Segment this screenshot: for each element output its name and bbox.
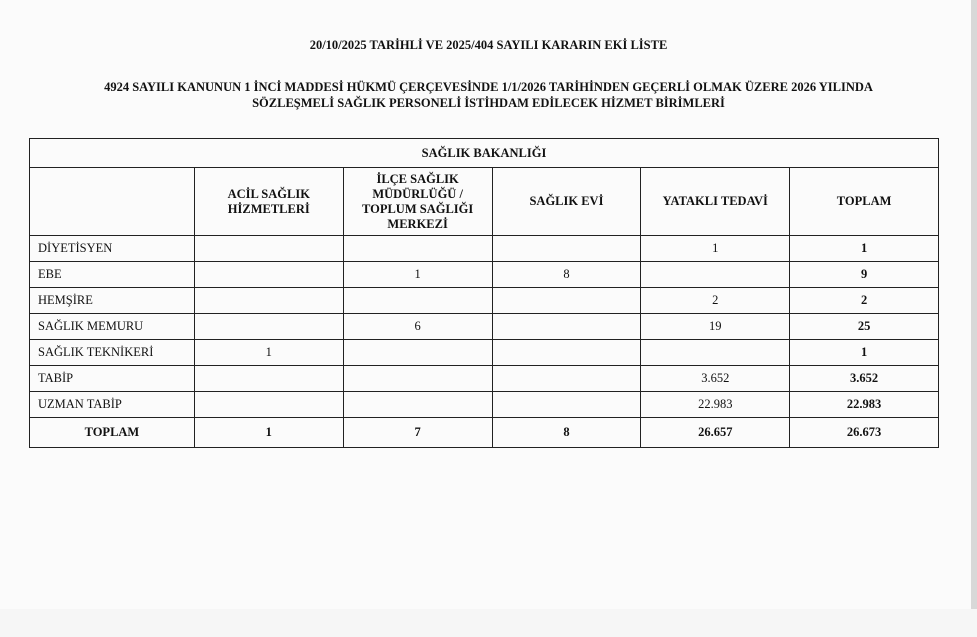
cell-ilce: 1 bbox=[343, 262, 492, 288]
total-toplam: 26.673 bbox=[790, 418, 939, 448]
personnel-table bbox=[29, 138, 939, 448]
cell-yatakli: 3.652 bbox=[641, 366, 790, 392]
cell-ilce: 6 bbox=[343, 314, 492, 340]
cell-saglik-evi bbox=[492, 340, 641, 366]
cell-toplam: 1 bbox=[790, 236, 939, 262]
cell-ilce bbox=[343, 366, 492, 392]
cell-ilce bbox=[343, 236, 492, 262]
row-label: UZMAN TABİP bbox=[30, 392, 195, 418]
cell-saglik-evi bbox=[492, 392, 641, 418]
total-ilce: 7 bbox=[343, 418, 492, 448]
subtitle-line-1: 4924 SAYILI KANUNUN 1 İNCİ MADDESİ HÜKMÜ ÇERÇEVESİNDE 1/1/2026 TARİHİNDEN GEÇERLİ OLMAK ÜZERE 2026 YILINDA bbox=[104, 80, 873, 94]
cell-toplam: 2 bbox=[790, 288, 939, 314]
cell-toplam: 1 bbox=[790, 340, 939, 366]
column-header-saglik-evi: SAĞLIK EVİ bbox=[492, 168, 641, 236]
column-header-yatakli: YATAKLI TEDAVİ bbox=[641, 168, 790, 236]
cell-ilce bbox=[343, 392, 492, 418]
document-subtitle bbox=[60, 79, 917, 111]
cell-yatakli: 19 bbox=[641, 314, 790, 340]
table-row bbox=[30, 288, 939, 314]
row-label: TABİP bbox=[30, 366, 195, 392]
page-edge-right bbox=[971, 0, 977, 637]
table-row bbox=[30, 392, 939, 418]
total-label: TOPLAM bbox=[30, 418, 195, 448]
table-row bbox=[30, 262, 939, 288]
total-row bbox=[30, 418, 939, 448]
total-yatakli: 26.657 bbox=[641, 418, 790, 448]
organization-row bbox=[30, 139, 939, 168]
column-header-ilce: İLÇE SAĞLIK MÜDÜRLÜĞÜ / TOPLUM SAĞLIĞI MERKEZİ bbox=[343, 168, 492, 236]
cell-toplam: 25 bbox=[790, 314, 939, 340]
cell-toplam: 22.983 bbox=[790, 392, 939, 418]
row-label: DİYETİSYEN bbox=[30, 236, 195, 262]
cell-acil: 1 bbox=[194, 340, 343, 366]
cell-ilce bbox=[343, 288, 492, 314]
cell-yatakli: 2 bbox=[641, 288, 790, 314]
column-header-acil: ACİL SAĞLIK HİZMETLERİ bbox=[194, 168, 343, 236]
cell-saglik-evi bbox=[492, 236, 641, 262]
table-row bbox=[30, 314, 939, 340]
cell-acil bbox=[194, 366, 343, 392]
cell-saglik-evi bbox=[492, 288, 641, 314]
table-row bbox=[30, 236, 939, 262]
table-row bbox=[30, 366, 939, 392]
cell-acil bbox=[194, 288, 343, 314]
cell-toplam: 9 bbox=[790, 262, 939, 288]
cell-yatakli: 22.983 bbox=[641, 392, 790, 418]
cell-yatakli bbox=[641, 340, 790, 366]
cell-saglik-evi: 8 bbox=[492, 262, 641, 288]
total-acil: 1 bbox=[194, 418, 343, 448]
cell-toplam: 3.652 bbox=[790, 366, 939, 392]
cell-acil bbox=[194, 314, 343, 340]
cell-yatakli bbox=[641, 262, 790, 288]
row-label: SAĞLIK MEMURU bbox=[30, 314, 195, 340]
column-header-toplam: TOPLAM bbox=[790, 168, 939, 236]
document-title: 20/10/2025 TARİHLİ VE 2025/404 SAYILI KARARIN EKİ LİSTE bbox=[309, 38, 668, 52]
organization-header: SAĞLIK BAKANLIĞI bbox=[30, 139, 939, 168]
page-edge-bottom bbox=[0, 609, 977, 637]
table-row bbox=[30, 340, 939, 366]
cell-saglik-evi bbox=[492, 314, 641, 340]
cell-yatakli: 1 bbox=[641, 236, 790, 262]
subtitle-line-2: SÖZLEŞMELİ SAĞLIK PERSONELİ İSTİHDAM EDİLECEK HİZMET BİRİMLERİ bbox=[252, 96, 725, 110]
column-header-empty bbox=[30, 168, 195, 236]
column-header-row bbox=[30, 168, 939, 236]
row-label: SAĞLIK TEKNİKERİ bbox=[30, 340, 195, 366]
cell-saglik-evi bbox=[492, 366, 641, 392]
row-label: EBE bbox=[30, 262, 195, 288]
cell-acil bbox=[194, 392, 343, 418]
row-label: HEMŞİRE bbox=[30, 288, 195, 314]
total-saglik-evi: 8 bbox=[492, 418, 641, 448]
cell-acil bbox=[194, 236, 343, 262]
cell-acil bbox=[194, 262, 343, 288]
cell-ilce bbox=[343, 340, 492, 366]
